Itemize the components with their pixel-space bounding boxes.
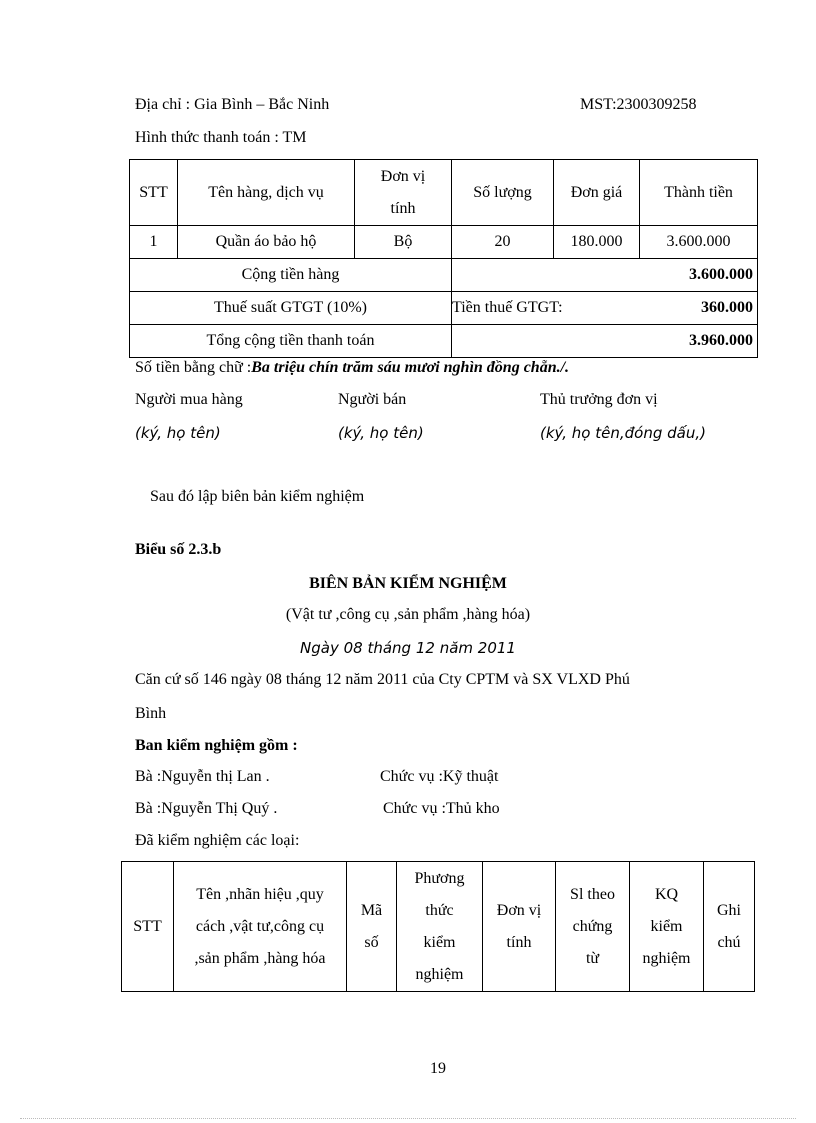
invoice-item-row [130,226,758,259]
header-unit-line2: tính [390,199,416,217]
insp-header-method [397,862,483,992]
invoice-table [129,159,758,358]
header-unit-line1: Đơn vị [380,167,426,185]
note-after: Sau đó lập biên bản kiểm nghiệm [150,488,365,505]
amount-in-words: Ba triệu chín trăm sáu mươi nghìn đồng chẵn./. [251,359,570,376]
subtotal-row [130,259,758,292]
item-unit: Bộ [355,226,452,259]
insp-header-result-l1: KQ [654,885,679,903]
total-value: 3.960.000 [452,325,758,358]
insp-header-method-l4: nghiệm [415,965,464,983]
page-bottom-divider [20,1118,796,1119]
total-label: Tổng cộng tiền thanh toán [130,325,452,358]
total-row [130,325,758,358]
invoice-payment-method: Hình thức thanh toán : TM [135,129,307,146]
item-price: 180.000 [554,226,640,259]
inspected-label: Đã kiểm nghiệm các loại: [135,832,300,849]
insp-header-result-l2: kiểm [650,917,683,935]
item-name: Quần áo bảo hộ [178,226,355,259]
insp-header-unit [483,862,556,992]
insp-header-name-l2: cách ,vật tư,công cụ [195,917,325,935]
insp-header-unit-l2: tính [506,933,532,951]
page-number: 19 [430,1060,446,1077]
invoice-address: Địa chỉ : Gia Bình – Bắc Ninh [135,96,330,113]
vat-row [130,292,758,325]
insp-header-qty-l3: từ [585,949,600,967]
insp-header-qty-l2: chứng [572,917,613,935]
insp-header-unit-l1: Đơn vị [496,901,542,919]
report-basis-line1: Căn cứ số 146 ngày 08 tháng 12 năm 2011 của Cty CPTM và SX VLXD Phú [135,671,630,688]
insp-header-qty [556,862,630,992]
header-stt: STT [130,160,178,226]
subtotal-label: Cộng tiền hàng [130,259,452,292]
report-subtitle: (Vật tư ,công cụ ,sản phẩm ,hàng hóa) [285,606,531,623]
amount-in-words-line [135,359,569,377]
item-amount: 3.600.000 [640,226,758,259]
signer-head-note: (ký, họ tên,đóng dấu,) [540,424,706,442]
insp-header-code-l1: Mã [360,901,383,919]
member2-role: Chức vụ :Thủ kho [383,800,500,817]
insp-header-note-l2: chú [717,933,741,951]
inspection-header-row [122,862,755,992]
vat-amount-label: Tiền thuế GTGT: [452,299,563,316]
insp-header-name [174,862,347,992]
insp-header-code [347,862,397,992]
committee-label: Ban kiểm nghiệm gồm : [135,737,298,754]
signer-buyer-note: (ký, họ tên) [135,424,221,442]
insp-header-name-l1: Tên ,nhãn hiệu ,quy [196,885,324,903]
member2-name: Bà :Nguyễn Thị Quý . [135,800,278,817]
header-qty: Số lượng [452,160,554,226]
insp-header-stt: STT [122,862,174,992]
vat-rate-label: Thuế suất GTGT (10%) [130,292,452,325]
report-date: Ngày 08 tháng 12 năm 2011 [300,639,516,657]
header-name: Tên hàng, dịch vụ [178,160,355,226]
vat-amount-cell [452,292,758,325]
insp-header-note [704,862,755,992]
header-amount: Thành tiền [640,160,758,226]
insp-header-method-l3: kiểm [423,933,456,951]
invoice-header-row [130,160,758,226]
inspection-table [121,861,755,992]
insp-header-code-l2: số [364,933,379,951]
item-stt: 1 [130,226,178,259]
signer-buyer: Người mua hàng [135,391,243,408]
header-price: Đơn giá [554,160,640,226]
insp-header-result [630,862,704,992]
amount-in-words-label: Số tiền bằng chữ : [135,359,252,376]
form-number: Biểu số 2.3.b [135,541,222,558]
insp-header-name-l3: ,sản phẩm ,hàng hóa [194,949,326,967]
member1-name: Bà :Nguyễn thị Lan . [135,768,270,785]
signer-seller-note: (ký, họ tên) [338,424,424,442]
insp-header-method-l2: thức [425,901,454,919]
insp-header-note-l1: Ghi [717,901,741,919]
item-qty: 20 [452,226,554,259]
signer-head: Thủ trưởng đơn vị [540,391,658,408]
insp-header-method-l1: Phương [414,869,465,887]
report-title: BIÊN BẢN KIỂM NGHIỆM [309,575,507,592]
invoice-tax-code: MST:2300309258 [580,96,697,113]
header-unit [355,160,452,226]
subtotal-value: 3.600.000 [452,259,758,292]
insp-header-result-l3: nghiệm [642,949,691,967]
signer-seller: Người bán [338,391,407,408]
vat-amount-value: 360.000 [701,299,753,316]
report-basis-line2: Bình [135,705,167,722]
member1-role: Chức vụ :Kỹ thuật [380,768,499,785]
insp-header-qty-l1: Sl theo [570,885,615,903]
